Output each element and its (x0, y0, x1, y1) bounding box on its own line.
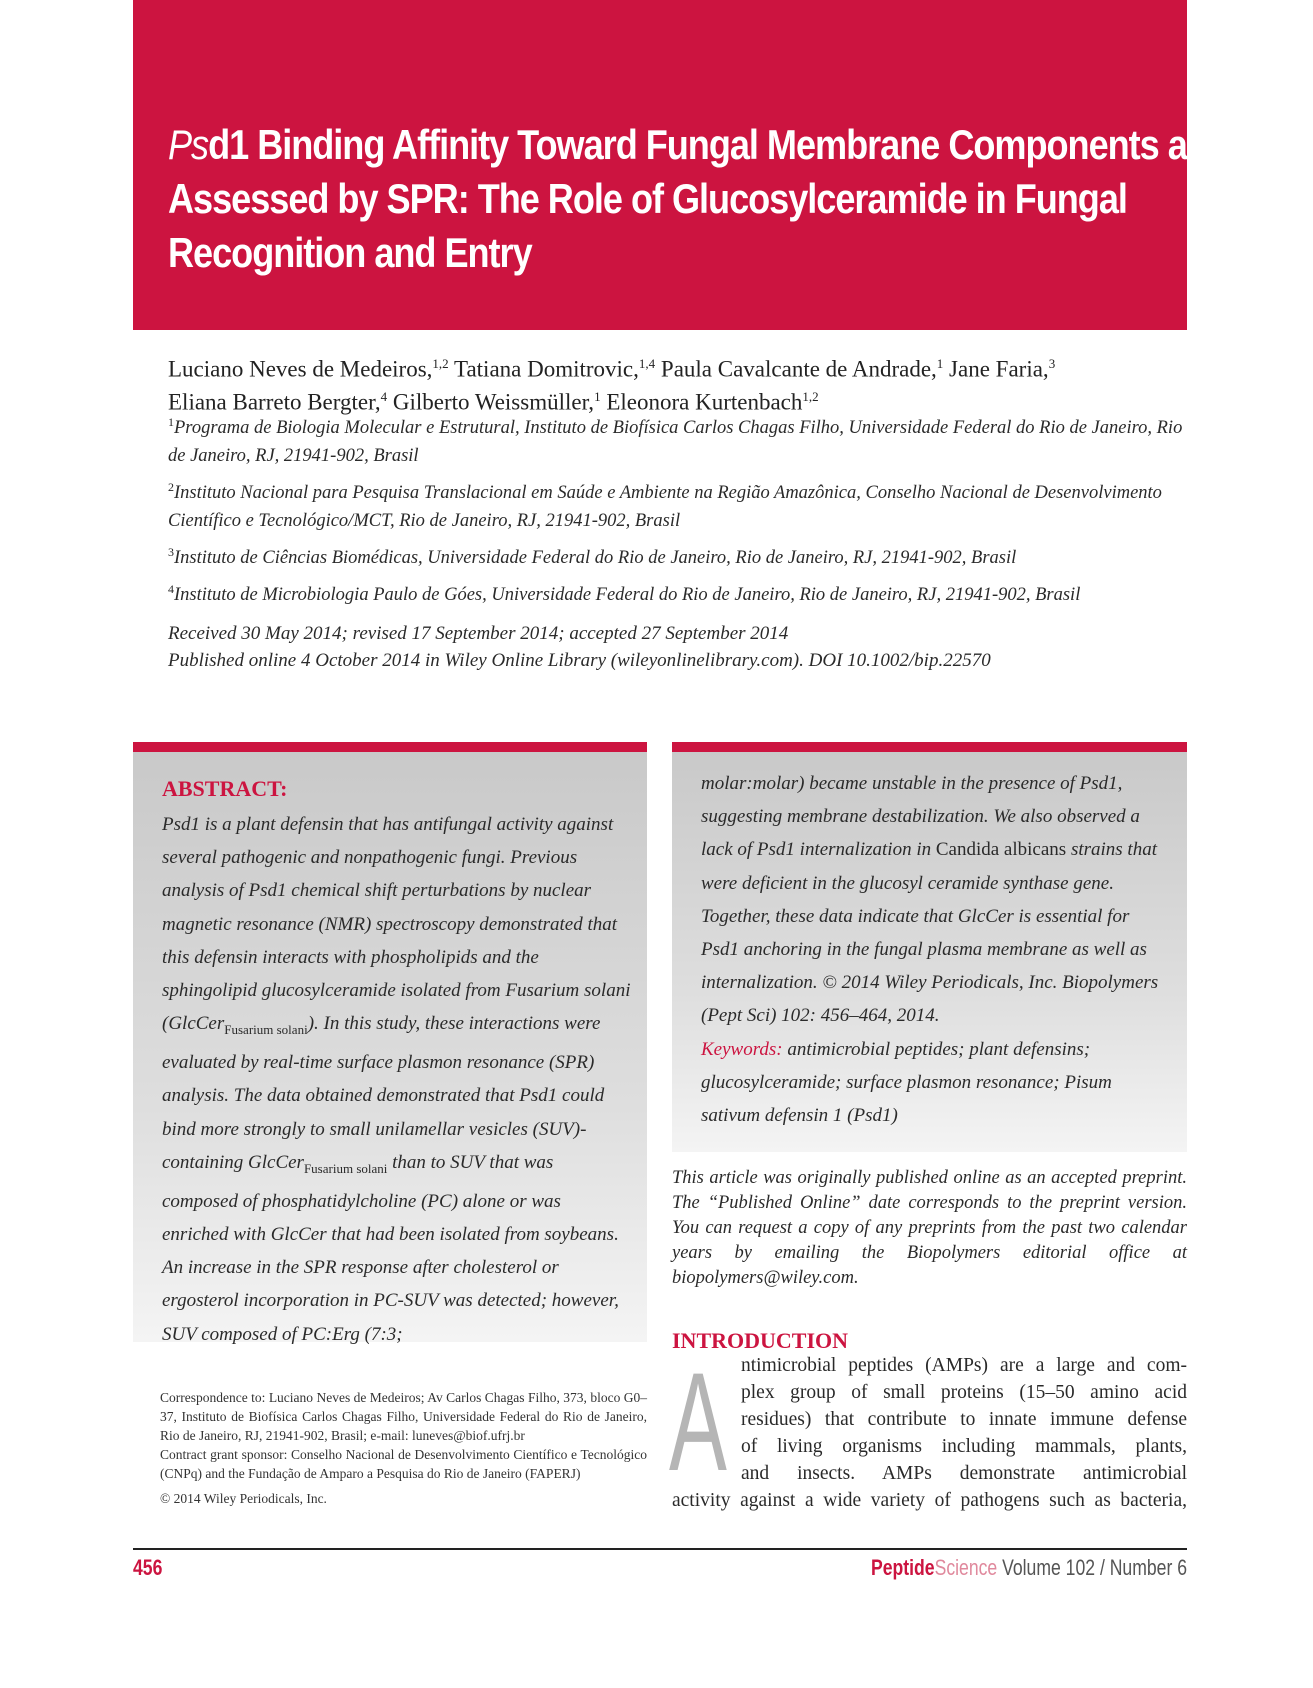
publication-dates (168, 620, 1188, 674)
page-number: 456 (133, 1555, 163, 1580)
abstract-subscript: Fusarium solani (224, 1022, 308, 1038)
article-title (168, 118, 1206, 280)
received-dates: Received 30 May 2014; revised 17 September 2014; accepted 27 September 2014 (168, 623, 789, 644)
abstract-text-right (701, 767, 1169, 1132)
affiliation-number: 1 (168, 415, 174, 429)
affiliation-2 (168, 473, 1188, 535)
affiliation-1 (168, 408, 1188, 470)
author-list (168, 350, 1198, 415)
drop-cap-letter: A (669, 1343, 727, 1500)
author-name: Tatiana Domitrovic, (448, 356, 639, 382)
author-affil-ref: 1,2 (432, 356, 449, 371)
author-affil-ref: 1,4 (638, 356, 656, 371)
author-name: Luciano Neves de Medeiros, (168, 356, 433, 382)
intro-line: plex group of small proteins (15–50 amino acid (741, 1382, 1187, 1403)
affiliation-4 (168, 575, 1188, 609)
correspondence-footnote (160, 1388, 647, 1508)
footer-rule (133, 1548, 1187, 1550)
abstract-box-left (133, 742, 647, 1345)
author-affil-ref: 1 (936, 356, 944, 371)
title-italic-prefix: Ps (168, 121, 209, 168)
keywords-label: Keywords: (701, 1038, 783, 1060)
journal-info (871, 1555, 1187, 1581)
affiliation-text: Instituto de Ciências Biomédicas, Universidade Federal do Rio de Janeiro, Rio de Janeiro, RJ, 21941-902, Brasil (174, 548, 1017, 569)
journal-name-science: Science (934, 1555, 998, 1580)
volume-number: Volume 102 / Number 6 (997, 1555, 1187, 1580)
author-affil-ref: 1 (594, 388, 601, 404)
author-name: Jane Faria, (943, 356, 1049, 382)
author-affil-ref: 1,2 (802, 388, 819, 404)
abstract-text-part: Psd1 is a plant defensin that has antifungal activity against several pathogenic and nonpathogenic fungi. Previous analysis of Psd1 chemical shift perturbations by nuclear magnetic resonance (NMR) spectroscopy demonstrated that this defensin interacts with phospholipids and the sphingolipid glucosylceramide isolated from Fusarium solani (GlcCer (162, 814, 631, 1035)
copyright-notice: © 2014 Wiley Periodicals, Inc. (160, 1491, 327, 1506)
affiliation-text: Instituto de Microbiologia Paulo de Góes, Universidade Federal do Rio de Janeiro, Rio de Janeiro, RJ, 21941-902, Brasil (174, 585, 1081, 606)
abstract-heading: ABSTRACT: (162, 776, 288, 801)
intro-line: activity against a wide variety of pathogens such as bacteria, (672, 1490, 1187, 1511)
author-name: Gilberto Weissmüller, (387, 389, 595, 415)
journal-name-peptide: Peptide (871, 1555, 935, 1580)
keywords-list: antimicrobial peptides; plant defensins; glucosylceramide; surface plasmon resonance; Pisum sativum defensin 1 (Psd1) (701, 1038, 1112, 1127)
author-name: Eliana Barreto Bergter, (168, 389, 381, 415)
abstract-text-left (162, 808, 632, 1351)
title-line-2: Assessed by SPR: The Role of Glucosylceramide in Fungal (168, 175, 1127, 222)
abstract-text-part: ). In this study, these interactions were evaluated by real-time surface plasmon resonance (SPR) analysis. The data obtained demonstrated that Psd1 could bind more strongly to small unilamellar vesicles (SUV)-containing GlcCer (162, 1013, 605, 1173)
grant-sponsor: Contract grant sponsor: Conselho Nacional de Desenvolvimento Científico e Tecnológico (CNPq) and the Fundação de Amparo a Pesquisa do Rio de Janeiro (FAPERJ) (160, 1447, 647, 1481)
affiliation-number: 3 (168, 545, 174, 559)
abstract-text-part: than to SUV that was composed of phosphatidylcholine (PC) alone or was enriched with GlcCer that had been isolated from soybeans. An increase in the SPR response after cholesterol or ergosterol incorporation in PC-SUV was detected; however, SUV composed of PC:Erg (7:3; (162, 1151, 619, 1345)
author-affil-ref: 4 (380, 388, 388, 404)
abstract-text-part: strains that were deficient in the glucosyl ceramide synthase gene. Together, these data indicate that GlcCer is essential for Psd1 anchoring in the fungal plasma membrane as well as internalization. © 2014 Wiley Periodicals, Inc. Biopolymers (Pept Sci) 102: 456–464, 2014. (701, 839, 1159, 1027)
abstract-box-right (672, 742, 1187, 1152)
abstract-text-part: molar:molar) became unstable in the presence of Psd1, suggesting membrane destabilization. We also observed a lack of Psd1 internalization in (701, 773, 1140, 861)
title-line-3: Recognition and Entry (168, 229, 532, 276)
abstract-subscript: Fusarium solani (303, 1160, 388, 1176)
intro-line: residues) that contribute to innate immune defense (741, 1409, 1187, 1430)
preprint-note: This article was originally published online as an accepted preprint. The “Published Online” date corresponds to the preprint version. You can request a copy of any preprints from the past two calendar years by emailing the Biopolymers editorial office at biopolymers@wiley.com. (672, 1168, 1187, 1288)
author-name: Paula Cavalcante de Andrade, (655, 356, 937, 382)
affiliation-number: 2 (168, 480, 174, 494)
intro-line: ntimicrobial peptides (AMPs) are a large and com- (741, 1355, 1187, 1376)
author-affil-ref: 3 (1048, 356, 1056, 371)
affiliation-text: Instituto Nacional para Pesquisa Translacional em Saúde e Ambiente na Região Amazônica, Conselho Nacional de Desenvolvimento Científico e Tecnológico/MCT, Rio de Janeiro, RJ, 21941-902, Brasil (168, 483, 1162, 532)
published-online: Published online 4 October 2014 in Wiley Online Library (wileyonlinelibrary.com). DOI 10.1002/bip.22570 (168, 650, 991, 671)
affiliation-number: 4 (168, 582, 174, 596)
correspondence-text: Correspondence to: Luciano Neves de Medeiros; Av Carlos Chagas Filho, 373, bloco G0–37, Instituto de Biofísica Carlos Chagas Filho, Universidade Federal do Rio de Janeiro, Rio de Janeiro, RJ, 21941-902, Brasil; e-mail: luneves@biof.ufrj.br (160, 1390, 647, 1443)
affiliation-3 (168, 538, 1188, 572)
intro-line: of living organisms including mammals, plants, (741, 1436, 1187, 1457)
intro-line: and insects. AMPs demonstrate antimicrobial (741, 1463, 1187, 1484)
affiliation-text: Programa de Biologia Molecular e Estrutural, Instituto de Biofísica Carlos Chagas Filho, Universidade Federal do Rio de Janeiro, Rio de Janeiro, RJ, 21941-902, Brasil (168, 418, 1183, 467)
author-name: Eleonora Kurtenbach (600, 389, 803, 415)
title-line-1: d1 Binding Affinity Toward Fungal Membrane Components as (208, 121, 1206, 168)
species-name: Candida albicans (935, 839, 1067, 861)
introduction-heading: INTRODUCTION (672, 1328, 849, 1353)
